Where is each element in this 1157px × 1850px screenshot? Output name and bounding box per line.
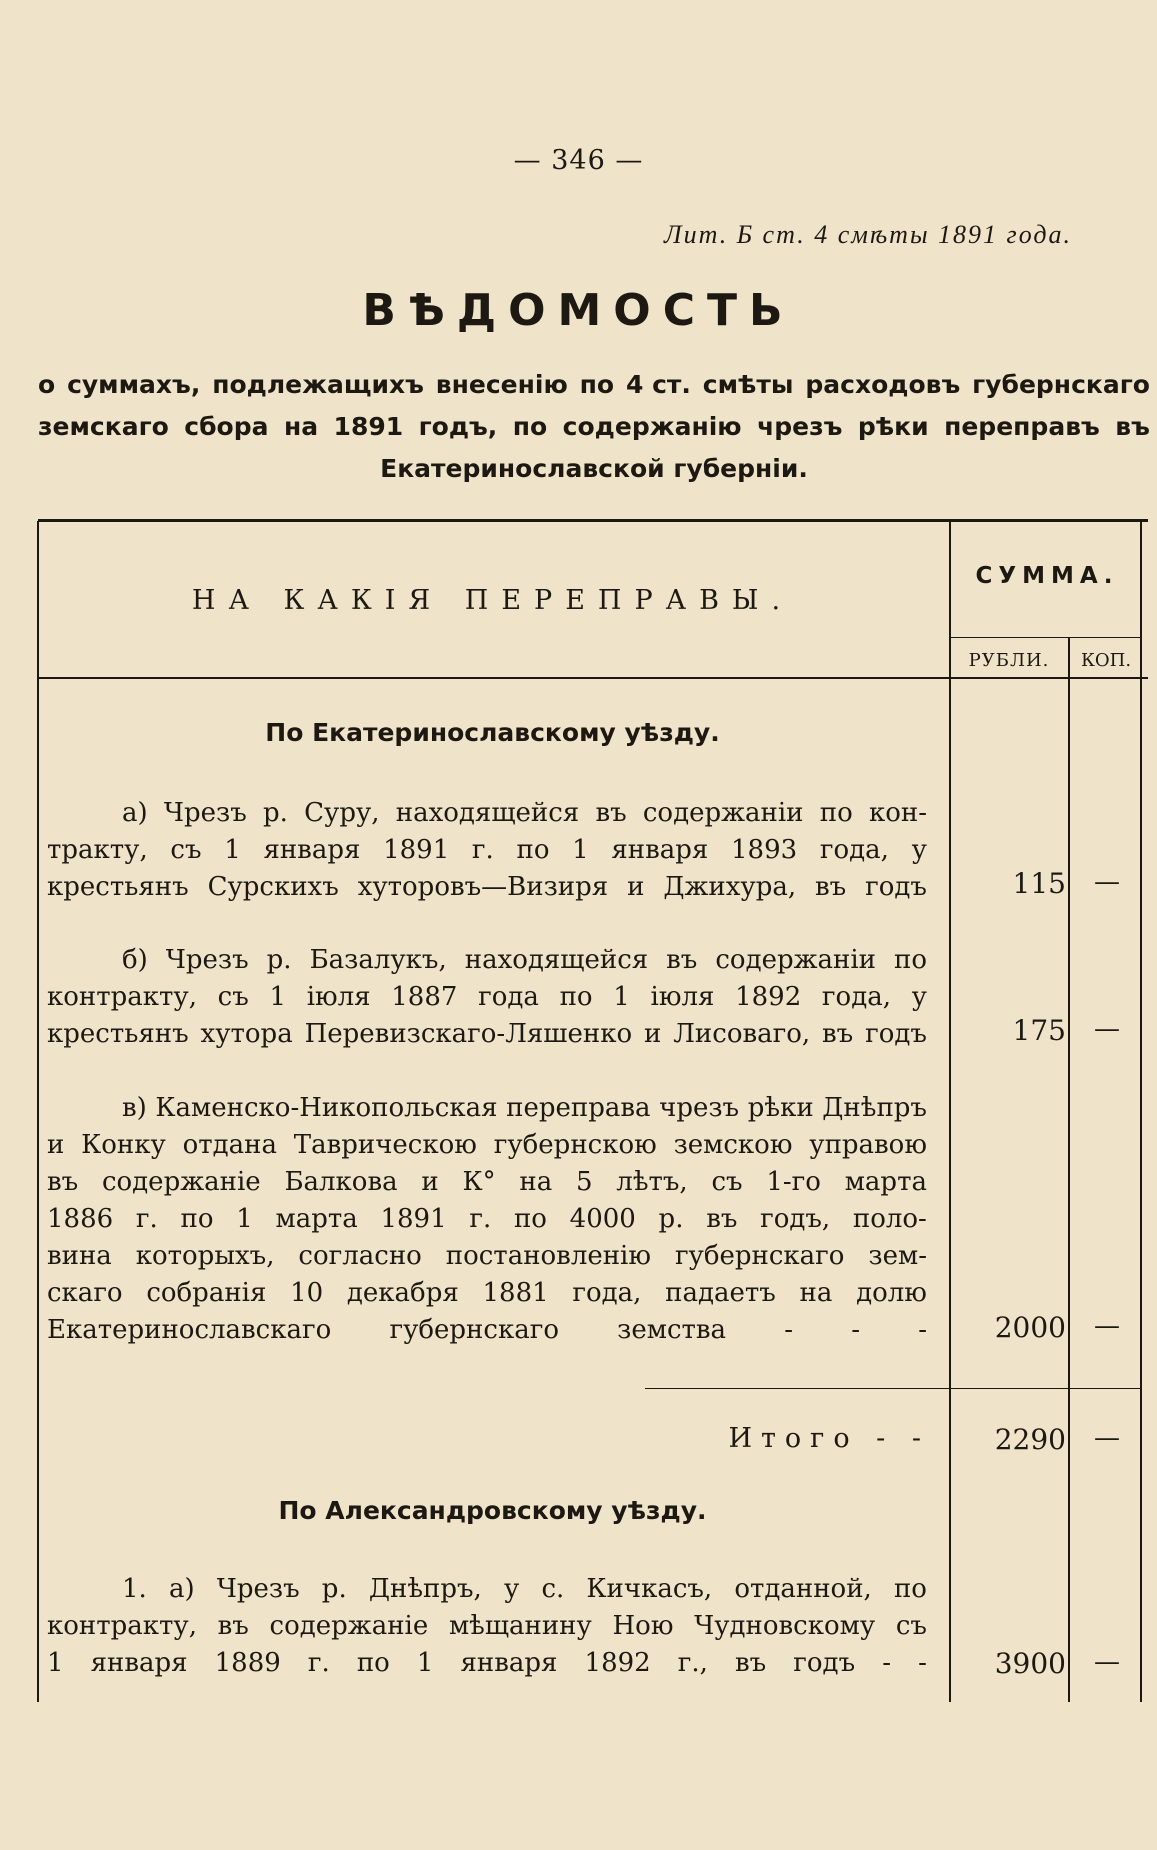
entry-word: января — [90, 1648, 188, 1678]
entry-word: 1891 — [380, 1204, 447, 1234]
entry-word: Чрезъ — [165, 945, 249, 975]
entry-word: у — [911, 982, 927, 1012]
entry-word: собранія — [146, 1278, 267, 1308]
subtitle-word: сбора — [184, 412, 269, 441]
sum-column-rule — [949, 521, 951, 1702]
entry-word: Базалукъ, — [309, 945, 447, 975]
entry-word: зем- — [868, 1241, 927, 1271]
entry-word: въ — [666, 945, 698, 975]
subtitle-word: подлежащихъ — [212, 370, 424, 399]
entry-word: 1892 — [735, 982, 802, 1012]
subtitle-word: смѣты — [702, 370, 794, 399]
entry-line — [47, 1645, 927, 1682]
entry-word: - — [851, 1315, 861, 1345]
entry-word: губернскаго — [674, 1241, 845, 1271]
entry-word: Таврическою — [293, 1130, 477, 1160]
entry-word: хутора — [200, 1019, 293, 1049]
entry-word: Чрезъ — [216, 1574, 300, 1604]
entry-word: содержаніе — [101, 1167, 261, 1197]
entry-word: находящейся — [395, 798, 580, 828]
subtitle-word: переправъ — [944, 412, 1100, 441]
entry-word: поло- — [852, 1204, 927, 1234]
entry-line — [47, 1016, 927, 1053]
entry-word: 1881 — [482, 1278, 549, 1308]
entry-word: Лисоваго, — [673, 1019, 811, 1049]
entry-word: по — [513, 1204, 547, 1234]
entry-word: 1 — [416, 1648, 434, 1678]
total-label: Итого - - — [728, 1423, 930, 1454]
entry-word: 1 — [269, 982, 286, 1012]
entry-word: по — [356, 1648, 390, 1678]
entry-word: постановленію — [445, 1241, 651, 1271]
entry-sura — [47, 795, 927, 906]
entry-word: года, — [572, 1278, 642, 1308]
entry-word: марта — [275, 1204, 358, 1234]
entry-word: января — [611, 835, 709, 865]
entry-word: г., — [677, 1648, 708, 1678]
entry-line — [47, 942, 927, 979]
entry-word: содержаніи — [715, 945, 877, 975]
entry-word: 1886 — [47, 1204, 114, 1234]
entry-word: годъ — [865, 872, 927, 902]
total-kopecks: — — [1094, 1423, 1120, 1453]
entry-kamensko-nikopol — [47, 1090, 927, 1349]
entry-word: отданной, — [734, 1574, 872, 1604]
header-sum: СУММА. — [975, 563, 1119, 589]
entry-word: марта — [844, 1167, 927, 1197]
entry-line — [47, 1127, 927, 1164]
entry-word: земскою — [673, 1130, 793, 1160]
entry-word: 1-го — [766, 1167, 821, 1197]
entry-word: мѣщанину — [448, 1611, 592, 1641]
entry-word: 1891 — [383, 835, 450, 865]
header-crossings: НА КАКІЯ ПЕРЕПРАВЫ. — [191, 585, 794, 616]
subtitle-word: расходовъ — [805, 370, 961, 399]
entry-word: 5 — [575, 1167, 593, 1197]
subtitle-word: суммахъ, — [67, 370, 201, 399]
entry-word: въ — [217, 1611, 249, 1641]
entry-word: в) — [122, 1093, 147, 1123]
entry-word: лѣтъ, — [616, 1167, 688, 1197]
entry-word: съ — [895, 1611, 927, 1641]
entry-word: переправа — [506, 1093, 651, 1123]
entry-line — [47, 1608, 927, 1645]
subtitle-line — [38, 448, 1150, 490]
entry-word: р. — [321, 1574, 347, 1604]
entry-line — [47, 1571, 927, 1608]
entry-word: 10 — [290, 1278, 324, 1308]
entry-word: чрезъ — [659, 1093, 740, 1123]
entry-word: января — [263, 835, 361, 865]
budget-reference: Лит. Б ст. 4 смѣты 1891 года. — [664, 220, 1072, 249]
entry-word: управою — [809, 1130, 927, 1160]
entry-word: губернскаго — [389, 1315, 559, 1345]
subtitle-word: 4 ст. — [625, 370, 691, 399]
entry-word: у — [911, 835, 927, 865]
subtitle-word: губернскаго — [972, 370, 1150, 399]
entry-word: Чрезъ — [163, 798, 247, 828]
kopecks-column-rule — [1068, 638, 1070, 1702]
entry-word: контракту, — [47, 1611, 197, 1641]
entry-word: въ — [706, 1204, 738, 1234]
entry-word: съ — [170, 835, 202, 865]
entry-word: года — [478, 982, 539, 1012]
entry-word: по — [516, 835, 550, 865]
entry-word: и — [421, 1167, 439, 1197]
entry-word: 1 — [47, 1648, 64, 1678]
right-border — [1140, 521, 1142, 1702]
entry-word: содержаніи — [642, 798, 804, 828]
entry-kichkas — [47, 1571, 927, 1682]
table-header-rule — [38, 677, 1148, 679]
subtitle-word: въ — [1115, 412, 1150, 441]
amount-rubles: 2000 — [994, 1311, 1066, 1344]
sum-header-rule — [950, 637, 1142, 638]
entry-line — [47, 1201, 927, 1238]
amount-rubles: 3900 — [994, 1647, 1066, 1680]
document-title: ВѢДОМОСТЬ — [362, 285, 795, 336]
entry-word: 1 — [224, 835, 241, 865]
entry-word: Каменско-Никопольская — [155, 1093, 498, 1123]
entry-line — [47, 1312, 927, 1349]
page-number: — 346 — — [513, 145, 644, 176]
entry-word: годъ — [793, 1648, 856, 1678]
entry-word: въ — [815, 872, 847, 902]
entry-line — [47, 795, 927, 832]
entry-word: декабря — [346, 1278, 459, 1308]
entry-word: находящейся — [464, 945, 649, 975]
entry-bazaluk — [47, 942, 927, 1053]
entry-word: годъ, — [760, 1204, 831, 1234]
subtitle-word: чрезъ — [757, 412, 843, 441]
entry-word: по — [894, 945, 927, 975]
entry-word: съ — [711, 1167, 743, 1197]
section-title-ekaterinoslav: По Екатеринославскому уѣзду. — [265, 718, 720, 747]
entry-word: по — [819, 798, 853, 828]
entry-word: 1893 — [731, 835, 798, 865]
entry-word: и — [47, 1130, 65, 1160]
entry-word: отдана — [182, 1130, 277, 1160]
entry-word: г. — [471, 835, 494, 865]
entry-word: Сурскихъ — [207, 872, 339, 902]
entry-word: 1. — [122, 1574, 147, 1604]
entry-word: а) — [168, 1574, 195, 1604]
subtitle-word: земскаго — [38, 412, 169, 441]
entry-word: 1892 — [584, 1648, 651, 1678]
amount-kopecks: — — [1094, 1647, 1120, 1677]
entry-word: Днѣпръ, — [368, 1574, 482, 1604]
entry-word: 1889 — [214, 1648, 281, 1678]
entry-word: падаетъ — [665, 1278, 776, 1308]
entry-word: крестьянъ — [47, 872, 189, 902]
entry-word: Балкова — [284, 1167, 398, 1197]
entry-word: вина — [47, 1241, 112, 1271]
entry-word: годъ — [865, 1019, 927, 1049]
document-subtitle — [38, 364, 1150, 490]
amount-rubles: 115 — [1012, 867, 1066, 900]
entry-line — [47, 1275, 927, 1312]
entry-word: Днѣпръ — [822, 1093, 927, 1123]
entry-word: и — [644, 1019, 662, 1049]
subtitle-word: содержанію — [562, 412, 742, 441]
entry-word: 1 — [613, 982, 630, 1012]
entry-word: по — [559, 982, 593, 1012]
entry-word: кон- — [868, 798, 927, 828]
entry-word: Кичкасъ, — [586, 1574, 713, 1604]
entry-word: согласно — [298, 1241, 422, 1271]
entry-word: на — [519, 1167, 553, 1197]
entry-word: въ — [595, 798, 627, 828]
entry-word: рѣки — [747, 1093, 814, 1123]
entry-word: года, — [819, 835, 889, 865]
entry-word: Чудновскому — [694, 1611, 876, 1641]
subtitle-word: рѣки — [857, 412, 929, 441]
entry-word: и — [627, 872, 645, 902]
header-kopecks: КОП. — [1080, 650, 1132, 671]
entry-word: у — [503, 1574, 520, 1604]
entry-word: въ — [47, 1167, 79, 1197]
entry-word: скаго — [47, 1278, 123, 1308]
entry-line — [47, 1238, 927, 1275]
entry-word: г. — [135, 1204, 158, 1234]
entry-word: Ною — [612, 1611, 674, 1641]
entry-word: - — [882, 1648, 891, 1678]
total-rubles: 2290 — [994, 1423, 1066, 1456]
amount-kopecks: — — [1094, 1311, 1120, 1341]
entry-word: года, — [821, 982, 891, 1012]
entry-word: съ — [217, 982, 249, 1012]
entry-word: - — [784, 1315, 794, 1345]
entry-word: іюля — [650, 982, 715, 1012]
entry-word: по — [893, 1574, 927, 1604]
entry-word: р. — [266, 945, 292, 975]
total-rule — [645, 1388, 1142, 1389]
amount-rubles: 175 — [1012, 1014, 1066, 1047]
entry-word: Джихура, — [663, 872, 797, 902]
subtitle-word: о — [38, 370, 56, 399]
entry-word: хуторовъ—Визиря — [357, 872, 609, 902]
entry-word: К° — [462, 1167, 496, 1197]
subtitle-word: внесенію — [435, 370, 568, 399]
entry-word: Перевизскаго-Ляшенко — [304, 1019, 633, 1049]
entry-line — [47, 1164, 927, 1201]
entry-word: р. — [262, 798, 288, 828]
entry-word: крестьянъ — [47, 1019, 189, 1049]
entry-word: - — [918, 1315, 927, 1345]
entry-word: б) — [122, 945, 148, 975]
table-top-rule — [38, 519, 1148, 522]
subtitle-word: годъ, — [418, 412, 498, 441]
subtitle-word: по — [512, 412, 548, 441]
entry-word: контракту, — [47, 982, 197, 1012]
entry-word: содержаніе — [269, 1611, 429, 1641]
subtitle-word: Екатеринославской губерніи. — [380, 454, 808, 483]
entry-word: р. — [658, 1204, 684, 1234]
entry-word: въ — [735, 1648, 767, 1678]
amount-kopecks: — — [1094, 867, 1120, 897]
subtitle-word: на — [283, 412, 319, 441]
entry-word: 1887 — [391, 982, 458, 1012]
amount-kopecks: — — [1094, 1014, 1120, 1044]
entry-word: по — [180, 1204, 214, 1234]
entry-word: Конку — [81, 1130, 166, 1160]
entry-word: Суру, — [304, 798, 380, 828]
entry-word: въ — [822, 1019, 854, 1049]
subtitle-word: 1891 — [333, 412, 404, 441]
entry-word: долю — [856, 1278, 927, 1308]
entry-word: на — [799, 1278, 833, 1308]
subtitle-word: по — [579, 370, 615, 399]
entry-line — [47, 869, 927, 906]
entry-line — [47, 979, 927, 1016]
entry-word: Екатеринославскаго — [47, 1315, 332, 1345]
entry-word: іюля — [306, 982, 371, 1012]
entry-word: а) — [122, 798, 148, 828]
subtitle-line — [38, 364, 1150, 406]
entry-line — [47, 1090, 927, 1127]
entry-word: - — [918, 1648, 927, 1678]
entry-word: января — [460, 1648, 558, 1678]
entry-word: тракту, — [47, 835, 148, 865]
header-rubles: РУБЛИ. — [968, 650, 1050, 671]
entry-word: г. — [307, 1648, 330, 1678]
left-border — [37, 521, 39, 1702]
entry-word: 1 — [236, 1204, 253, 1234]
subtitle-line — [38, 406, 1150, 448]
entry-word: которыхъ, — [135, 1241, 275, 1271]
entry-word: 4000 — [569, 1204, 636, 1234]
entry-word: земства — [617, 1315, 727, 1345]
entry-line — [47, 832, 927, 869]
entry-word: губернскою — [493, 1130, 657, 1160]
entry-word: г. — [469, 1204, 492, 1234]
entry-word: 1 — [572, 835, 589, 865]
section-title-aleksandrovsk: По Александровскому уѣзду. — [278, 1496, 707, 1525]
entry-word: с. — [541, 1574, 565, 1604]
